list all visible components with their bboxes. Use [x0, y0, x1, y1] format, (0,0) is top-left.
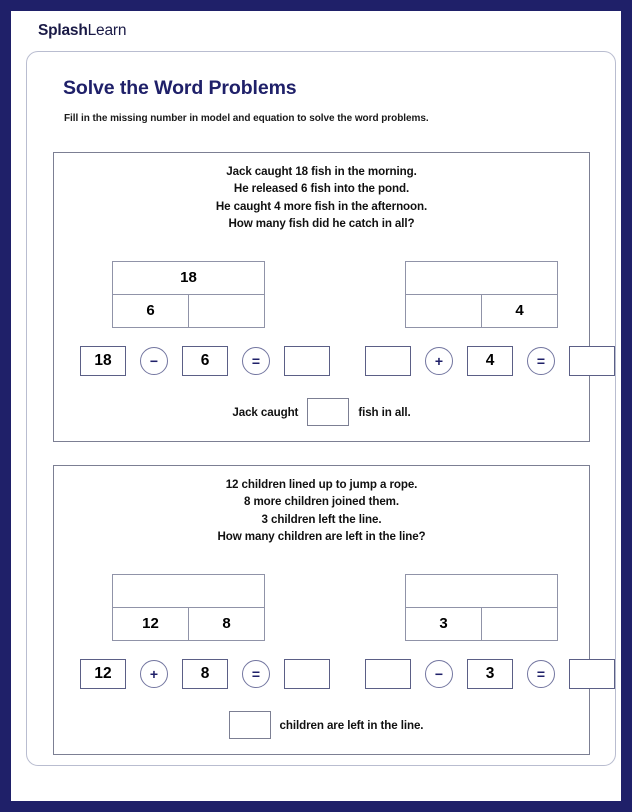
equals-operator-icon: =: [527, 660, 555, 688]
equation-answer-box[interactable]: [365, 346, 411, 376]
answer-input-box[interactable]: [307, 398, 349, 426]
worksheet-card: [26, 51, 616, 766]
prompt-line: How many fish did he catch in all?: [228, 217, 415, 231]
bar-model-top-row: [112, 261, 264, 295]
problem-2-answer-sentence: [54, 711, 589, 739]
plus-operator-icon: +: [140, 660, 168, 688]
bar-model-bottom-row: [112, 608, 264, 642]
problem-panel-1: [53, 152, 590, 442]
problem-panel-2: [53, 465, 590, 755]
answer-input-box[interactable]: [229, 711, 271, 739]
bar-model-bottom-row: [112, 295, 264, 329]
equation-answer-box[interactable]: [569, 346, 615, 376]
answer-suffix-text: fish in all.: [358, 405, 411, 419]
answer-prefix-text: Jack caught: [232, 405, 299, 419]
equation-term-box[interactable]: 18: [80, 346, 126, 376]
equation-right-1: [365, 346, 615, 376]
prompt-line: How many children are left in the line?: [217, 530, 426, 544]
equation-left-1: [80, 346, 330, 376]
equation-answer-box[interactable]: [284, 346, 330, 376]
equation-term-box[interactable]: 12: [80, 659, 126, 689]
problem-1-bar-models: [54, 261, 589, 329]
equation-answer-box[interactable]: [569, 659, 615, 689]
prompt-line: 12 children lined up to jump a rope.: [225, 478, 418, 491]
bar-model-cell[interactable]: 6: [112, 294, 189, 329]
bar-model-top-row: [405, 261, 557, 295]
bar-model-right-1: [405, 261, 557, 328]
problem-1-answer-sentence: [54, 398, 589, 426]
bar-model-cell-blank[interactable]: [481, 607, 558, 642]
prompt-line: 3 children left the line.: [261, 512, 382, 526]
equation-right-2: [365, 659, 615, 689]
problem-2-equations: [54, 659, 589, 693]
prompt-line: Jack caught 18 fish in the morning.: [226, 165, 417, 178]
bar-model-cell-blank[interactable]: [405, 574, 558, 608]
prompt-line: He released 6 fish into the pond.: [233, 182, 410, 196]
page-title: Solve the Word Problems: [63, 77, 297, 99]
bar-model-cell[interactable]: 4: [481, 294, 558, 329]
bar-model-cell[interactable]: 12: [112, 607, 189, 642]
bar-model-cell-blank[interactable]: [188, 294, 265, 329]
equation-answer-box[interactable]: [365, 659, 411, 689]
logo-splash-text: Splash: [38, 22, 88, 39]
problem-1-prompt: [54, 163, 589, 233]
equals-operator-icon: =: [242, 660, 270, 688]
equation-term-box[interactable]: 6: [182, 346, 228, 376]
logo-learn-text: Learn: [87, 22, 127, 39]
bar-model-left-2: [112, 574, 264, 641]
bar-model-cell[interactable]: 3: [405, 607, 482, 642]
bar-model-bottom-row: [405, 608, 557, 642]
equals-operator-icon: =: [527, 347, 555, 375]
bar-model-cell-blank[interactable]: [405, 294, 482, 329]
minus-operator-icon: −: [140, 347, 168, 375]
bar-model-cell-blank[interactable]: [112, 574, 265, 608]
problem-2-prompt: [54, 476, 589, 546]
bar-model-right-2: [405, 574, 557, 641]
equation-term-box[interactable]: 8: [182, 659, 228, 689]
problem-1-equations: [54, 346, 589, 380]
prompt-line: 8 more children joined them.: [243, 495, 400, 509]
bar-model-cell[interactable]: 18: [112, 261, 265, 295]
bar-model-cell-blank[interactable]: [405, 261, 558, 295]
problem-2-bar-models: [54, 574, 589, 642]
equation-left-2: [80, 659, 330, 689]
equation-term-box[interactable]: 4: [467, 346, 513, 376]
equation-answer-box[interactable]: [284, 659, 330, 689]
plus-operator-icon: +: [425, 347, 453, 375]
prompt-line: He caught 4 more fish in the afternoon.: [215, 199, 428, 213]
page-instructions: Fill in the missing number in model and equation to solve the word problems.: [64, 113, 429, 124]
bar-model-left-1: [112, 261, 264, 328]
bar-model-bottom-row: [405, 295, 557, 329]
minus-operator-icon: −: [425, 660, 453, 688]
bar-model-top-row: [405, 574, 557, 608]
equals-operator-icon: =: [242, 347, 270, 375]
equation-term-box[interactable]: 3: [467, 659, 513, 689]
splashlearn-logo: [38, 22, 126, 40]
bar-model-top-row: [112, 574, 264, 608]
answer-suffix-text: children are left in the line.: [279, 718, 424, 732]
bar-model-cell[interactable]: 8: [188, 607, 265, 642]
